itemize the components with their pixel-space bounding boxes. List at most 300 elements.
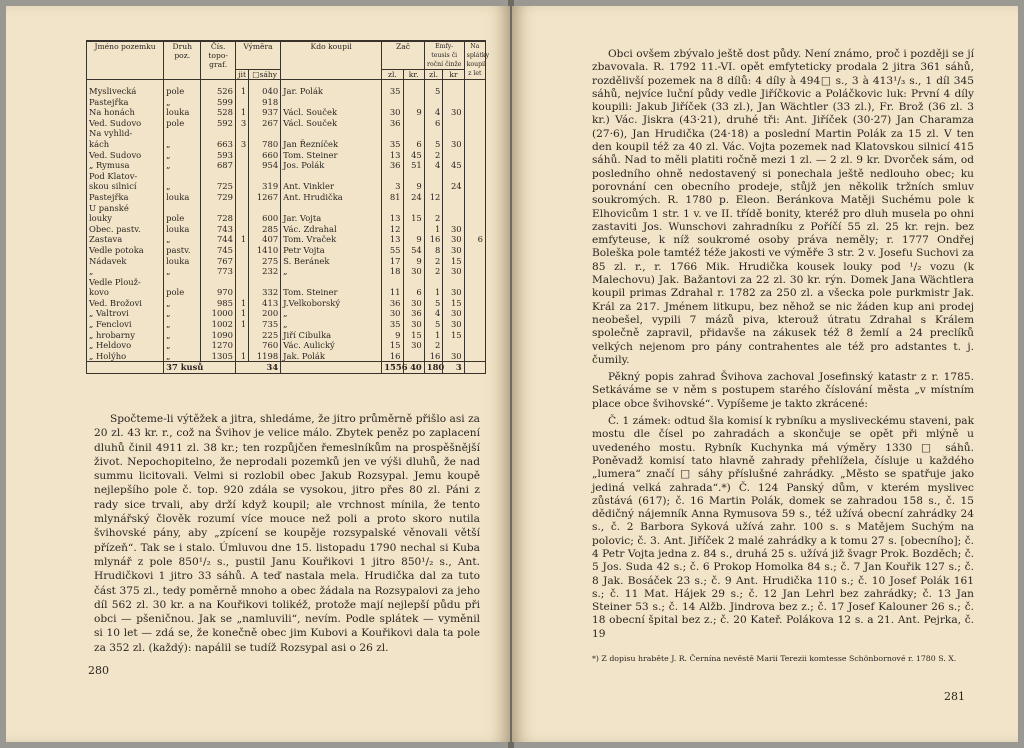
table-cell-druh <box>164 128 201 139</box>
table-cell-sahy: 1198 <box>249 351 281 362</box>
table-cell-cis: 729 <box>201 192 236 203</box>
table-cell-kdo: Jak. Polák <box>281 351 382 362</box>
table-cell-jmeno: Zastava <box>87 234 164 245</box>
table-cell-ekr: 30 <box>443 139 464 150</box>
table-cell-druh: „ <box>164 308 201 319</box>
table-cell-kdo: Tom. Vraček <box>281 234 382 245</box>
header-topo: Čís. topo-graf. <box>201 41 236 80</box>
table-cell-sahy: 285 <box>249 224 281 235</box>
table-cell-kdo: Václ. Souček <box>281 107 382 118</box>
table-cell-kr: 51 <box>403 160 424 171</box>
table-cell-zl: 16 <box>382 351 403 362</box>
table-row <box>87 150 486 161</box>
table-cell-napl <box>464 139 485 150</box>
table-row <box>87 224 486 235</box>
table-cell-zl: 55 <box>382 245 403 256</box>
table-cell-ezl <box>424 203 443 214</box>
table-cell-kr: 45 <box>403 150 424 161</box>
table-cell-jmeno: „ Fenclovi <box>87 319 164 330</box>
table-row <box>87 234 486 245</box>
table-cell-jit <box>235 213 248 224</box>
table-cell-druh: „ <box>164 181 201 192</box>
table-cell-sahy: 275 <box>249 256 281 267</box>
table-row <box>87 340 486 351</box>
table-cell-zl: 30 <box>382 308 403 319</box>
table-cell-ekr: 30 <box>443 266 464 277</box>
table-cell-ekr <box>443 150 464 161</box>
table-cell-cis: 1305 <box>201 351 236 362</box>
table-cell-zl: 3 <box>382 181 403 192</box>
table-cell-jmeno: skou silnicí <box>87 181 164 192</box>
table-cell-druh: louka <box>164 192 201 203</box>
left-page-number: 280 <box>88 664 109 677</box>
table-cell-kr <box>403 224 424 235</box>
table-cell-jmeno: Nádavek <box>87 256 164 267</box>
table-cell-ezl: 2 <box>424 150 443 161</box>
table-cell-ezl: 4 <box>424 107 443 118</box>
table-cell-kr <box>403 128 424 139</box>
table-cell-napl <box>464 224 485 235</box>
table-cell-ezl: 4 <box>424 308 443 319</box>
table-cell-druh: louka <box>164 256 201 267</box>
table-cell-napl <box>464 160 485 171</box>
table-cell-cis <box>201 203 236 214</box>
table-cell-druh: pole <box>164 287 201 298</box>
table-cell-druh: pastv. <box>164 245 201 256</box>
table-cell-kdo: „ <box>281 319 382 330</box>
table-cell-jit: 1 <box>235 298 248 309</box>
table-cell-zl <box>382 171 403 182</box>
header-zl: zl. <box>382 70 403 80</box>
table-cell-napl <box>464 298 485 309</box>
table-cell-kr: 54 <box>403 245 424 256</box>
header-ekr: kr <box>443 70 464 80</box>
table-cell-jmeno: Ved. Brožovi <box>87 298 164 309</box>
footnote-text: *) Z dopisu hraběte J. R. Černína nevěstě Marii Terezii komtesse Schönbornové r. 1780 S. X. <box>592 654 957 663</box>
table-cell-sahy: 232 <box>249 266 281 277</box>
table-row <box>87 213 486 224</box>
table-cell-jmeno: Vedle Plouž- <box>87 277 164 288</box>
table-cell-jmeno: „ Valtrovi <box>87 308 164 319</box>
table-cell-cis: 773 <box>201 266 236 277</box>
table-cell-zl <box>382 203 403 214</box>
table-cell-ekr: 45 <box>443 160 464 171</box>
header-sahy: □sáhy <box>249 70 281 80</box>
table-cell-kr <box>403 118 424 129</box>
table-cell-ezl <box>424 277 443 288</box>
table-cell-kdo: „ <box>281 266 382 277</box>
table-cell-jmeno: Pod Klatov- <box>87 171 164 182</box>
table-total-row <box>87 362 486 374</box>
table-cell-ezl: 5 <box>424 319 443 330</box>
table-cell-napl <box>464 107 485 118</box>
table-cell-jmeno: U panské <box>87 203 164 214</box>
table-cell-kdo <box>281 97 382 108</box>
total-ezl: 180 <box>424 362 443 374</box>
table-cell-ekr: 30 <box>443 224 464 235</box>
table-cell-ezl: 16 <box>424 234 443 245</box>
table-cell-sahy: 267 <box>249 118 281 129</box>
table-cell-napl <box>464 213 485 224</box>
table-cell-jit <box>235 224 248 235</box>
table-cell-druh: pole <box>164 118 201 129</box>
table-cell-druh: „ <box>164 150 201 161</box>
table-cell-druh <box>164 277 201 288</box>
table-cell-zl: 17 <box>382 256 403 267</box>
table-cell-sahy: 319 <box>249 181 281 192</box>
table-cell-ezl <box>424 171 443 182</box>
table-cell-napl <box>464 203 485 214</box>
table-cell-druh: „ <box>164 319 201 330</box>
table-cell-ekr <box>443 118 464 129</box>
table-cell-sahy: 600 <box>249 213 281 224</box>
header-area: Výměra <box>235 41 280 70</box>
table-cell-sahy: 407 <box>249 234 281 245</box>
table-cell-ekr <box>443 171 464 182</box>
table-cell-ekr: 30 <box>443 287 464 298</box>
table-cell-ezl: 5 <box>424 298 443 309</box>
table-cell-ekr <box>443 203 464 214</box>
table-cell-jit: 1 <box>235 234 248 245</box>
table-cell-napl <box>464 308 485 319</box>
table-cell-cis: 592 <box>201 118 236 129</box>
table-cell-napl <box>464 330 485 341</box>
right-body-text <box>592 48 974 641</box>
table-cell-ezl: 6 <box>424 118 443 129</box>
table-cell-ezl: 1 <box>424 287 443 298</box>
table-cell-napl <box>464 256 485 267</box>
table-cell-sahy <box>249 277 281 288</box>
table-cell-druh: „ <box>164 160 201 171</box>
table-row <box>87 351 486 362</box>
table-cell-zl: 13 <box>382 234 403 245</box>
table-cell-kr <box>403 277 424 288</box>
table-cell-jmeno: Ved. Sudovo <box>87 150 164 161</box>
table-cell-kdo: „ <box>281 308 382 319</box>
table-cell-sahy <box>249 128 281 139</box>
table-cell-kr: 15 <box>403 330 424 341</box>
table-cell-sahy: 040 <box>249 80 281 97</box>
table-cell-kr <box>403 97 424 108</box>
table-cell-ekr <box>443 192 464 203</box>
table-cell-kdo: Tom. Steiner <box>281 150 382 161</box>
table-cell-jmeno: louky <box>87 213 164 224</box>
table-cell-zl: 36 <box>382 160 403 171</box>
table-row <box>87 277 486 288</box>
table-cell-kdo: Vác. Aulický <box>281 340 382 351</box>
table-cell-cis: 687 <box>201 160 236 171</box>
table-cell-jmeno: Myslivecká <box>87 80 164 97</box>
table-cell-jit <box>235 150 248 161</box>
table-cell-ezl <box>424 97 443 108</box>
table-cell-jit <box>235 340 248 351</box>
table-cell-ekr: 30 <box>443 351 464 362</box>
table-cell-napl <box>464 277 485 288</box>
table-cell-zl: 81 <box>382 192 403 203</box>
table-cell-jmeno: Na honách <box>87 107 164 118</box>
table-cell-druh <box>164 171 201 182</box>
total-count: 37 kusů <box>164 362 236 374</box>
table-cell-kr: 9 <box>403 234 424 245</box>
right-page-number: 281 <box>944 690 965 703</box>
table-cell-cis: 1090 <box>201 330 236 341</box>
table-cell-jmeno: „ Holýho <box>87 351 164 362</box>
table-cell-napl <box>464 128 485 139</box>
table-cell-ezl: 2 <box>424 213 443 224</box>
right-paragraph-3: Č. 1 zámek: odtud šla komisí k rybníku a mysliveckému staveni, pak mostu dle čísel po zahradách a skončuje se opět při mlýně u uvedeného mostu. Rybník Kuchynka má výměry 1330 □ sáhů. Poněvadž komisí tato hlavně zahrady přehlížela, čísluje u každého „lumera“ značí □ sáhy příslušné zahrádky. „Město se spatřuje jako jediná velká zahrada“.*) Č. 124 Panský dům, v kterém myslivec zůstává (617); č. 16 Martin Polák, domek se zahradou 158 s., č. 15 dědičný nájemník Anna Rymusova 59 s., též užívá obecní zahrádky 24 s., č. 2 Barbora Syková užívá zahr. 100 s. s Matějem Suchým na polovic; č. 3. Ant. Jiříček 2 malé zahrádky a k tomu 27 s. [obecního]; č. 4 Petr Vojta jedna z. 84 s., druhá 25 s. užívá již švagr Prok. Bozděch; č. 5 Jos. Suda 42 s.; č. 6 Prokop Homolka 84 s.; č. 7 Jan Kouřik 127 s.; č. 8 Jak. Bosáček 23 s.; č. 9 Ant. Hrudička 110 s.; č. 10 Josef Polák 161 s.; č. 11 Mat. Hájek 29 s.; č. 12 Jan Lehrl bez zahrádky; č. 13 Jan Steiner 53 s.; č. 14 Alžb. Jindrova bez z.; č. 17 Josef Kalouner 26 s.; č. 18 obecní špital bez z.; č. 20 Kateř. Polákova 12 s. a 21. Ant. Pejrka, č. 19 <box>592 415 974 640</box>
table-cell-jit <box>235 245 248 256</box>
table-cell-kr: 30 <box>403 266 424 277</box>
table-row <box>87 256 486 267</box>
table-cell-sahy: 660 <box>249 150 281 161</box>
table-cell-sahy: 760 <box>249 340 281 351</box>
table-cell-ekr: 15 <box>443 330 464 341</box>
table-row <box>87 245 486 256</box>
header-type: Druh poz. <box>164 41 201 80</box>
table-cell-sahy: 413 <box>249 298 281 309</box>
table-row <box>87 97 486 108</box>
table-cell-kdo: Jar. Polák <box>281 80 382 97</box>
table-cell-napl <box>464 266 485 277</box>
table-cell-jit: 1 <box>235 351 248 362</box>
table-cell-jit: 3 <box>235 118 248 129</box>
table-cell-jit <box>235 256 248 267</box>
table-cell-jit: 1 <box>235 80 248 97</box>
table-row <box>87 181 486 192</box>
table-cell-kr: 6 <box>403 287 424 298</box>
table-row <box>87 118 486 129</box>
table-cell-ezl: 1 <box>424 330 443 341</box>
total-zl: 1556 <box>382 362 403 374</box>
table-cell-jit <box>235 128 248 139</box>
header-jit: jit <box>235 70 248 80</box>
table-cell-ezl <box>424 181 443 192</box>
header-kr: kr. <box>403 70 424 80</box>
table-cell-ezl: 8 <box>424 245 443 256</box>
table-cell-zl: 36 <box>382 298 403 309</box>
table-cell-kr: 9 <box>403 107 424 118</box>
header-price: Zač <box>382 41 425 70</box>
table-cell-kdo: Václ. Souček <box>281 118 382 129</box>
table-cell-napl <box>464 192 485 203</box>
table-cell-napl <box>464 118 485 129</box>
table-cell-ezl: 16 <box>424 351 443 362</box>
table-cell-sahy: 1410 <box>249 245 281 256</box>
table-row <box>87 266 486 277</box>
table-cell-ekr: 24 <box>443 181 464 192</box>
table-cell-kdo: Tom. Steiner <box>281 287 382 298</box>
table-cell-napl <box>464 319 485 330</box>
table-cell-zl: 15 <box>382 340 403 351</box>
table-cell-druh: „ <box>164 298 201 309</box>
table-cell-cis: 599 <box>201 97 236 108</box>
table-cell-zl <box>382 128 403 139</box>
table-cell-zl: 18 <box>382 266 403 277</box>
table-cell-jmeno: Ved. Sudovo <box>87 118 164 129</box>
table-cell-kr: 30 <box>403 340 424 351</box>
table-cell-ezl: 2 <box>424 340 443 351</box>
table-cell-cis: 1270 <box>201 340 236 351</box>
table-cell-napl <box>464 287 485 298</box>
table-cell-jmeno: Pastejřka <box>87 192 164 203</box>
table-cell-jit <box>235 97 248 108</box>
table-cell-jmeno: kách <box>87 139 164 150</box>
header-ezl: zl. <box>424 70 443 80</box>
table-cell-ezl: 5 <box>424 139 443 150</box>
table-cell-ekr <box>443 97 464 108</box>
table-cell-cis <box>201 171 236 182</box>
table-cell-druh: pole <box>164 213 201 224</box>
table-cell-napl <box>464 181 485 192</box>
table-cell-sahy: 1267 <box>249 192 281 203</box>
table-cell-napl <box>464 245 485 256</box>
table-body <box>87 80 486 362</box>
table-cell-napl: 6 <box>464 234 485 245</box>
footnote <box>592 654 974 664</box>
header-emphyteusis: Emfy-teusis či roční činže <box>424 41 464 70</box>
table-cell-cis <box>201 128 236 139</box>
table-cell-ezl: 4 <box>424 160 443 171</box>
table-cell-cis: 767 <box>201 256 236 267</box>
header-installments: Na splátky koupil z let <box>464 41 485 80</box>
table-cell-cis: 985 <box>201 298 236 309</box>
table-cell-kdo <box>281 277 382 288</box>
table-cell-jit <box>235 266 248 277</box>
total-ekr: 3 <box>443 362 464 374</box>
table-cell-sahy: 735 <box>249 319 281 330</box>
total-kr: 40 <box>403 362 424 374</box>
table-row <box>87 128 486 139</box>
table-cell-druh: „ <box>164 351 201 362</box>
table-cell-druh: „ <box>164 139 201 150</box>
table-cell-zl: 35 <box>382 319 403 330</box>
table-cell-sahy: 780 <box>249 139 281 150</box>
table-row <box>87 287 486 298</box>
table-cell-cis: 593 <box>201 150 236 161</box>
table-row <box>87 330 486 341</box>
table-cell-napl <box>464 80 485 97</box>
table-row <box>87 160 486 171</box>
table-cell-kdo: Ant. Hrudička <box>281 192 382 203</box>
table-cell-jit: 1 <box>235 107 248 118</box>
table-cell-kdo: Ant. Vinkler <box>281 181 382 192</box>
table-cell-ekr <box>443 340 464 351</box>
table-cell-cis: 744 <box>201 234 236 245</box>
table-cell-kdo: S. Beránek <box>281 256 382 267</box>
right-paragraph-1: Obci ovšem zbývalo ještě dost půdy. Není známo, proč i později se jí zbavovala. R. 1792 11.-VI. opět emfyteticky prodala 2 jitra 361 sáhů, rozdělivší pozemek na 8 dílů: 4 díly à 494□ s., 3 à 413¹/₃ s., 1 díl 345 sáhů, nejvíce luční půdy vedle Jiříčkovic a Poláčkovic luk: První 4 díly koupili: Jakub Jiříček (33 zl.), Jan Wächtler (33 zl.), Fr. Brož (36 zl. 3 kr.) Vác. Jiskra (43·21), druhé tři: Ant. Jiříček (30·27) Jan Charamza (27·6), Jan Hrudička (24·18) a poslední Martin Polák za 15 zl. V ten den koupil též za 40 zl. Vác. Vojta pozemek nad Klatovskou silnicí 415 sáhů. Nad to měli platiti ročně mezi 1 zl. — 2 zl. 9 kr. Dvorček sám, od posledního ohně nedostavený si ponechala ještě nedlouho obec; ku porovnání cen obecního prodeje, stůjž jen několik tržních smluv soukromých. R. 1780 p. Eleon. Beránkova Matěji Suchému pole k Elhovicům 1 str. 1 v. ve II. třídě bonity, kteréž pro dluh musela po ohni zastaviti Jos. Wunschovi zahradníku z Poříčí 55 zl. 25 kr. rejn. bez emfyteuse, k níž soukromé osoby práva neměly; r. 1777 Ondřej Boleška pole tamtéž téže jakosti ve výměře 3 str. 2 v. Josefu Suchovi za 85 zl. r., r. 1766 Mik. Hrudička kousek louky pod ¹/₂ vozu (k Malechovu) Jak. Bažantovi za 22 zl. 30 kr. rýn. Domek Jana Wächtlera koupil primas Zdrahal r. 1782 za 250 zl. a všecka pole purkmistr Jak. Král za 217. Jménem litkupu, bez něhož se nic žáden kup ani prodej neobešel, vypili 7 mázů piva, kterouž útratu Zdrahal s Králem společně zapravil, přidavše na zákusek též 8 žemlí a 24 preclíků velkých nejenom pro pány contrahentes ale též pro adstantes t. j. čumily. <box>592 48 974 366</box>
table-cell-ekr <box>443 80 464 97</box>
table-cell-jmeno: Vedle potoka <box>87 245 164 256</box>
table-cell-kr <box>403 351 424 362</box>
table-cell-napl <box>464 97 485 108</box>
table-row <box>87 298 486 309</box>
table-cell-zl: 12 <box>382 224 403 235</box>
total-jit: 34 <box>235 362 280 374</box>
table-cell-zl: 9 <box>382 330 403 341</box>
table-cell-cis: 1000 <box>201 308 236 319</box>
table-cell-kr: 9 <box>403 181 424 192</box>
left-page <box>6 6 510 742</box>
table-cell-ekr <box>443 128 464 139</box>
table-cell-zl: 13 <box>382 150 403 161</box>
table-cell-kr: 9 <box>403 256 424 267</box>
table-cell-jit: 3 <box>235 139 248 150</box>
table-cell-jmeno: Obec. pastv. <box>87 224 164 235</box>
table-cell-zl <box>382 277 403 288</box>
table-cell-druh: „ <box>164 330 201 341</box>
table-cell-zl: 30 <box>382 107 403 118</box>
table-cell-jit <box>235 171 248 182</box>
table-row <box>87 139 486 150</box>
table-cell-kr: 30 <box>403 298 424 309</box>
header-name: Jméno pozemku <box>87 41 164 80</box>
table-cell-zl: 11 <box>382 287 403 298</box>
table-cell-druh: louka <box>164 224 201 235</box>
table-cell-sahy <box>249 203 281 214</box>
table-row <box>87 308 486 319</box>
table-cell-ekr <box>443 213 464 224</box>
table-cell-cis: 663 <box>201 139 236 150</box>
table-cell-jit <box>235 203 248 214</box>
table-row <box>87 171 486 182</box>
table-cell-zl: 13 <box>382 213 403 224</box>
table-cell-cis: 1002 <box>201 319 236 330</box>
table-cell-ekr <box>443 277 464 288</box>
table-cell-napl <box>464 150 485 161</box>
table-cell-napl <box>464 351 485 362</box>
table-cell-kdo: Jiří Cibulka <box>281 330 382 341</box>
table-cell-ekr: 30 <box>443 107 464 118</box>
table-cell-druh: „ <box>164 234 201 245</box>
table-cell-jit: 1 <box>235 308 248 319</box>
table-cell-sahy: 332 <box>249 287 281 298</box>
table-cell-cis: 725 <box>201 181 236 192</box>
table-cell-kdo: Jan Řezníček <box>281 139 382 150</box>
table-row <box>87 319 486 330</box>
table-cell-napl <box>464 171 485 182</box>
table-cell-jmeno: kovo <box>87 287 164 298</box>
table-cell-ekr: 15 <box>443 256 464 267</box>
table-cell-ezl <box>424 128 443 139</box>
left-body-text <box>94 412 480 655</box>
table-cell-kdo: J.Velkoborský <box>281 298 382 309</box>
table-cell-jmeno: Na vyhlid- <box>87 128 164 139</box>
table-cell-zl: 35 <box>382 80 403 97</box>
table-cell-kr: 15 <box>403 213 424 224</box>
table-cell-jmeno: „ Rymusa <box>87 160 164 171</box>
table-cell-jmeno: „ Heldovo <box>87 340 164 351</box>
table-cell-kdo <box>281 203 382 214</box>
table-cell-druh: „ <box>164 266 201 277</box>
table-cell-kr: 24 <box>403 192 424 203</box>
table-cell-zl <box>382 97 403 108</box>
table-cell-druh: louka <box>164 107 201 118</box>
table-cell-kr: 30 <box>403 319 424 330</box>
table-cell-jit <box>235 192 248 203</box>
table-cell-druh: „ <box>164 340 201 351</box>
table-cell-ezl: 1 <box>424 224 443 235</box>
table-row <box>87 80 486 97</box>
table-cell-napl <box>464 340 485 351</box>
table-cell-jit <box>235 287 248 298</box>
table-cell-kdo: Jos. Polák <box>281 160 382 171</box>
table-cell-kdo: Vác. Zdrahal <box>281 224 382 235</box>
table-cell-jit <box>235 181 248 192</box>
table-cell-ekr: 30 <box>443 245 464 256</box>
table-cell-jit <box>235 160 248 171</box>
table-cell-kr <box>403 80 424 97</box>
table-cell-sahy <box>249 171 281 182</box>
